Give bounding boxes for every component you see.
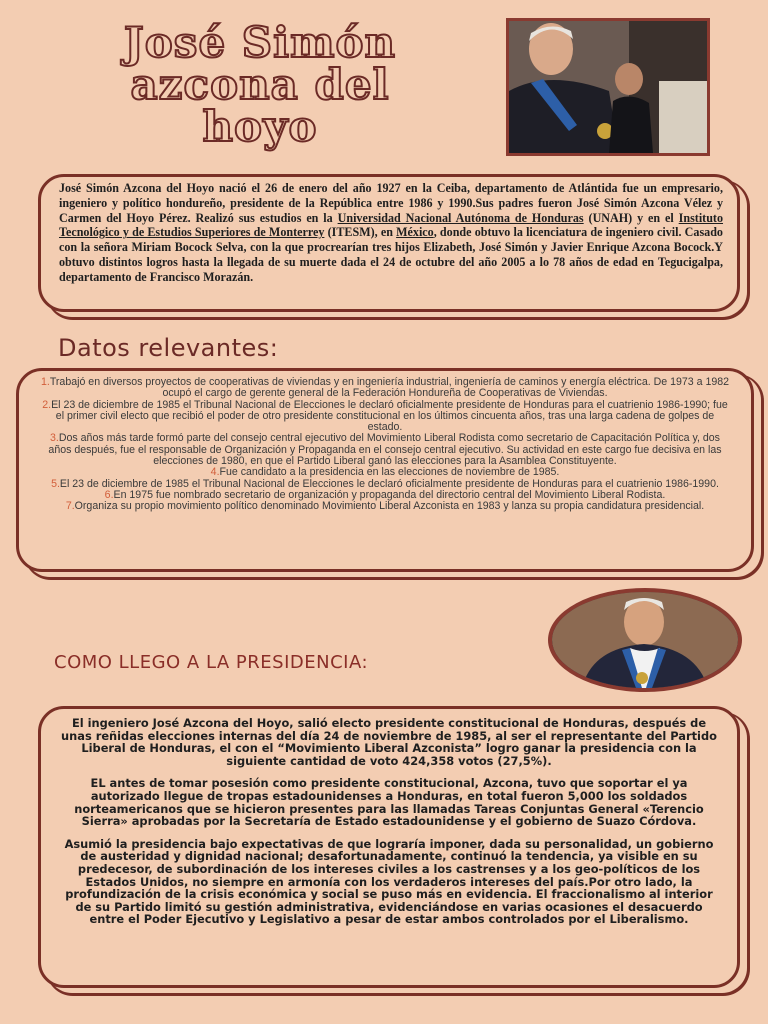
paragraph: EL antes de tomar posesión como presidente constitucional, Azcona, tuvo que soportar el ya autorizado llegue de tropas estadounidenses a Honduras, en total fueron 5,000 los soldados norteamericanos que se hicieron presentes para las llamadas Tareas Conjuntas General «Terencio Sierra» aprobadas por la Secretaría de Estado estadounidense y el gobierno de Suazo Córdova. xyxy=(74,776,704,829)
list-item: 7.Organiza su propio movimiento político denominado Movimiento Liberal Azconista en 1983 y lanza su propia candidatura presidencial. xyxy=(65,500,705,513)
list-item: 2.El 23 de diciembre de 1985 el Tribunal Nacional de Elecciones le declaró oficialmente presidente de Honduras para el cuatrienio 1986-1990; fue el primer civil electo que recibió el poder de otro presidente constitucional en los últimos cincuenta años, tras una larga cadena de golpes de estado. xyxy=(42,398,728,434)
link-unah[interactable]: Universidad Nacional Autónoma de Honduras xyxy=(337,210,584,225)
section-heading-presidencia: COMO LLEGO A LA PRESIDENCIA: xyxy=(54,652,369,673)
paragraph: Asumió la presidencia bajo expectativas de que lograría imponer, dada su personalidad, un gobierno de austeridad y dignidad nacional; desafortunadamente, continuó la tendencia, ya visible en su predecesor, de subordinación de los intereses civiles a los castrenses y a los geo-políticos de los Estados Unidos, no siempre en armonía con los verdaderos intereses del país.Por otro lado, la profundización de la crisis económica y social se puso más en evidencia. El fraccionalismo al interior de su Partido limitó su gestión administrativa, evidenciándose en varias ocasiones el desacuerdo entre el Poder Ejecutivo y Legislativo a pesar de estar ambos controlados por el Liberalismo. xyxy=(64,836,714,927)
portrait-photo-speech xyxy=(506,18,710,156)
title-line: hoyo xyxy=(202,102,318,151)
title-line: azcona del xyxy=(130,60,390,109)
list-item: 1.Trabajó en diversos proyectos de cooperativas de viviendas y en ingeniería industrial, ingeniería de caminos y energía eléctrica. De 1973 a 1982 ocupó el cargo de gerente general de la Federación Hondureña de Cooperativas de Viviendas. xyxy=(40,376,730,400)
presidencia-box xyxy=(38,706,740,988)
paragraph: El ingeniero José Azcona del Hoyo, salió electo presidente constitucional de Honduras, después de unas reñidas elecciones internas del día 24 de noviembre de 1985, al ser el representante del Partido Liberal de Honduras, el con el “Movimiento Liberal Azconista” logro ganar la presidencia con la siguiente cantidad de voto 424,358 votos (27,5%). xyxy=(61,716,717,768)
link-itesm[interactable]: Instituto Tecnológico y de Estudios Superiores de Monterrey xyxy=(59,210,724,240)
portrait-photo-official xyxy=(548,588,742,692)
list-item: 5.El 23 de diciembre de 1985 el Tribunal Nacional de Elecciones le declaró oficialmente presidente de Honduras para el cuatrienio 1986-1990. xyxy=(51,477,719,490)
page-title xyxy=(40,18,480,151)
biography-text: José Simón Azcona del Hoyo nació el 26 de enero del año 1927 en la Ceiba, departamento de Atlántida fue un empresario, ingeniero y político hondureño, presidente de la República entre 1986 y 1990.Sus padres fueron José Simón Azcona Vélez y Carmen del Hoyo Pérez. Realizó sus estudios en la Universidad Nacional Autónoma de Honduras (UNAH) y en el Instituto Tecnológico y de Estudios Superiores de Monterrey (ITESM), en México, donde obtuvo la licenciatura de ingeniero civil. Casado con la señora Miriam Bocock Selva, con la que procrearían tres hijos Elizabeth, José Simón y Javier Enrique Azcona Bocock.Y obtuvo distintos logros hasta la llegada de su muerte dada el 24 de octubre del año 2005 a lo 78 años de edad en Tegucigalpa, departamento de Francisco Morazán. xyxy=(59,181,724,284)
title-line: José Simón xyxy=(123,18,397,67)
link-mexico[interactable]: México xyxy=(396,225,434,240)
portrait-illustration xyxy=(509,21,707,153)
list-item: 3.Dos años más tarde formó parte del consejo central ejecutivo del Movimiento Liberal Rodista como secretario de Capacitación Política y, dos años después, fue el responsable de Organización y Propaganda en el consejo central ejecutivo. Su actividad en este cargo fue decisiva en las elecciones de 1980, en que el Partido Liberal ganó las elecciones para la Asamblea Constituyente. xyxy=(48,432,722,468)
section-heading-datos: Datos relevantes: xyxy=(58,334,279,362)
list-item: 4.Fue candidato a la presidencia en las elecciones de noviembre de 1985. xyxy=(210,466,560,479)
official-portrait-illustration xyxy=(552,592,738,688)
datos-list xyxy=(39,377,731,513)
biography-box xyxy=(38,174,740,312)
datos-relevantes-box xyxy=(16,368,754,572)
list-item: 6.En 1975 fue nombrado secretario de organización y propaganda del directorio central del Movimiento Liberal Rodista. xyxy=(104,488,666,501)
